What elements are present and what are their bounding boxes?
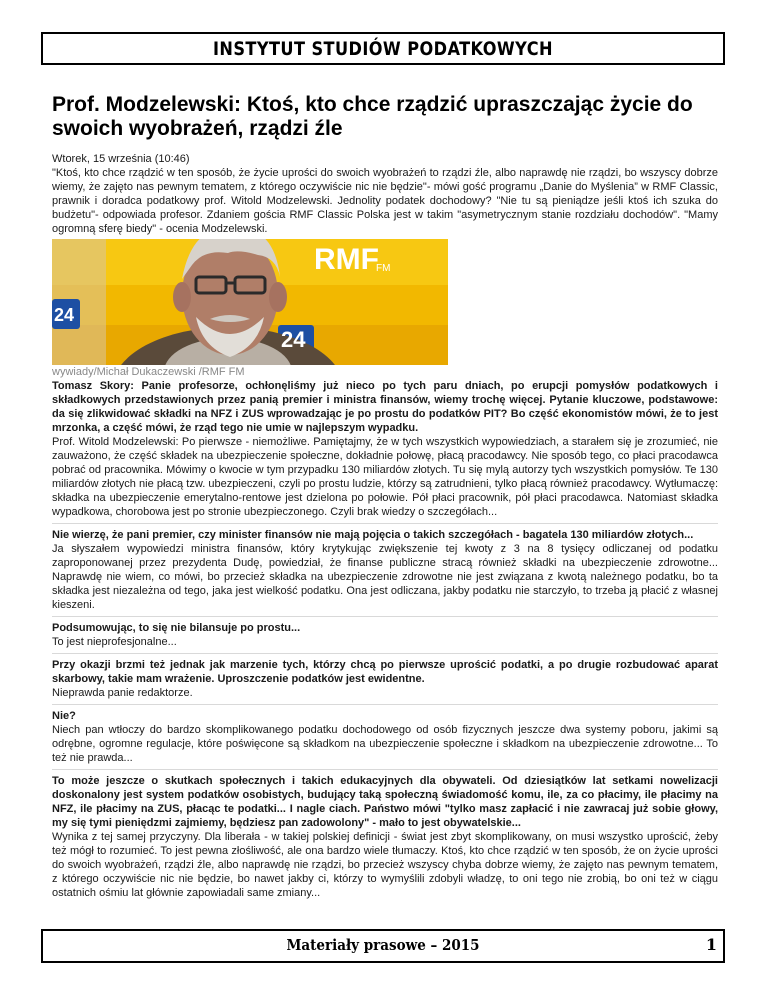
header-banner (41, 32, 725, 65)
rmf-brand-sub: FM (376, 263, 391, 274)
divider (52, 769, 718, 770)
footer-label: Materiały prasowe – 2015 (286, 936, 480, 954)
dateline: Wtorek, 15 września (10:46) (52, 153, 190, 165)
article-headline: Prof. Modzelewski: Ktoś, kto chce rządzić upraszczając życie do swoich wyobrażeń, rządzi źle (52, 93, 693, 140)
answer: Wynika z tej samej przyczyny. Dla liberała - w takiej polskiej definicji - świat jest zbyt skomplikowany, on musi wszystko uprościć, żeby też mógł to rozumieć. To jest pewna złośliwość, ale ona bardzo wiele tłumaczy. Ktoś, kto chce rządzić w ten sposób, że on życie uprości do swoich wyobrażeń, rządzi źle, albo naprawdę nie rządzi, bo przecież wszyscy chyba dobrze wiemy, że zajęto nas pewnym tematem, z którego oczywiście nic nie będzie, bo nawet jakby ci, którzy to wymyślili zdobyli władzę, to oni tego nie zrobią, bo oni też w ciągu ostatnich ośmiu lat głównie zapowiadali same zmiany... (52, 831, 718, 899)
footer-banner (41, 929, 725, 963)
answer: Ja słyszałem wypowiedzi ministra finansów, który krytykując zwiększenie tej kwoty z 3 na 8 tysięcy odliczanej od podatku zaproponowanej przez prezydenta Dudę, powiedział, że finanse publiczne stracą również składki na ubezpieczenie zdrowotne... Naprawdę nie wiem, co mówi, bo przecież składka na ubezpieczenie zdrowotne nie jest związana z kwotą należnego podatku, bo ta składka jest niezależna od tego, jaka jest wielkość podatku. Ona jest odliczana, jakby podatku nie starczyło, to trzeba ją płacić z własnej kieszeni. (52, 543, 718, 611)
interview-block (52, 709, 718, 765)
photo-illustration (52, 239, 448, 365)
rmf-brand-text: RMF (314, 243, 379, 276)
article-lead: "Ktoś, kto chce rządzić w ten sposób, że życie uprości do swoich wyobrażeń to rządzi źle, albo naprawdę nie rządzi, bo wszyscy dobrze wiemy, że zajęto nas pewnym tematem, z którego oczywiście nic nie będzie"- mówi gość programu „Danie do Myślenia” w RMF Classic, prawnik i doradca podatkowy prof. Witold Modzelewski. Jednolity podatek dochodowy? "Nie tu są pieniądze jeśli ktoś ich szuka do budżetu"- odpowiada profesor. Zdaniem gościa RMF Classic Polska jest w takim "asymetrycznym stanie rozdziału dochodów". "Mamy ogromną sferę biedy" - ocenia Modzelewski. (52, 167, 718, 235)
interview-block (52, 774, 718, 900)
divider (52, 653, 718, 654)
interview-block (52, 621, 718, 649)
logo-24-left: 24 (54, 305, 75, 325)
article (52, 93, 718, 900)
interview-block (52, 379, 718, 519)
institute-title: INSTYTUT STUDIÓW PODATKOWYCH (213, 37, 553, 60)
question: Nie wierzę, że pani premier, czy minister finansów nie mają pojęcia o takich szczegółach - bagatela 130 miliardów złotych... (52, 529, 694, 541)
page-number: 1 (705, 935, 717, 954)
divider (52, 616, 718, 617)
interview-block (52, 658, 718, 700)
answer: Niech pan wtłoczy do bardzo skomplikowanego podatku dochodowego od osób fizycznych jeszcze dwa systemy poboru, jakimi są odrębne, ogromne regulacje, które poświęcone są składkom na ubezpieczenie społeczne i składkom na ubezpieczenie zdrowotne... To też nie prawda... (52, 724, 718, 764)
answer: Nieprawda panie redaktorze. (52, 687, 193, 699)
divider (52, 523, 718, 524)
question: Nie? (52, 710, 76, 722)
divider (52, 704, 718, 705)
answer: Prof. Witold Modzelewski: Po pierwsze - niemożliwe. Pamiętajmy, że w tych wszystkich wypowiedziach, a starałem się je zrozumieć, nie zauważono, że część składek na ubezpieczenie społeczne, dokładnie połowę, płacą pracodawcy. Nie sposób tego, co płaci pracodawca pobrać od pracownika. Mówimy o kwocie w tym przypadku 130 miliardów złotych. Tu się mylą autorzy tych wszystkich pomysłów. Te 130 miliardów złotych nie płacą tzw. ubezpieczeni, czyli po prostu ludzie, którzy są zatrudnieni, tylko płacą również pracodawcy. Wytłumaczę: składka na ubezpieczenie emerytalno-rentowe jest dzielona po połowie. Pół płaci pracownik, pół płaci pracodawca. Natomiast składka wypadkowa, chorobowa jest po stronie ubezpieczonego. Czyli brak wiedzy o szczegółach... (52, 436, 718, 518)
answer: To jest nieprofesjonalne... (52, 636, 177, 648)
photo-caption: wywiady/Michał Dukaczewski /RMF FM (52, 366, 245, 378)
logo-24-center: 24 (281, 327, 306, 352)
question: Przy okazji brzmi też jednak jak marzenie tych, którzy chcą po pierwsze uprościć podatki, a po drugie rozbudować aparat skarbowy, takie mam wrażenie. Uproszczenie podatków jest ewidentne. (52, 659, 718, 685)
interview-photo (52, 239, 448, 365)
question: Tomasz Skory: Panie profesorze, ochłonęliśmy już nieco po tych paru dniach, po erupcji pomysłów podatkowych i składkowych przedstawionych przez panią premier i ministra finansów, wiemy trochę więcej. Pytanie kluczowe, podstawowe: da się zlikwidować składki na NFZ i ZUS wprowadzając je po prostu do podatków PIT? Bo część ekonomistów mówi, że to jest mrzonka, a część mówi, że rząd tego nie umie w najlepszym wypadku. (52, 380, 718, 434)
interview-block (52, 528, 718, 612)
question: To może jeszcze o skutkach społecznych i takich edukacyjnych dla obywateli. Od dziesiątków lat setkami nowelizacji doskonalony jest system podatków osobistych, budujący taką społeczną świadomość komu, ile, za co płacimy, ile płacimy na NFZ, ile płacimy na ZUS, płacąc te podatki... I nagle ciach. Państwo mówi "tylko masz zapłacić i nie zawracaj już sobie głowy, my się tymi pieniędzmi zajmiemy, będziesz pan zadowolony" - mało to jest obywatelskie... (52, 775, 718, 829)
question: Podsumowując, to się nie bilansuje po prostu... (52, 622, 301, 634)
